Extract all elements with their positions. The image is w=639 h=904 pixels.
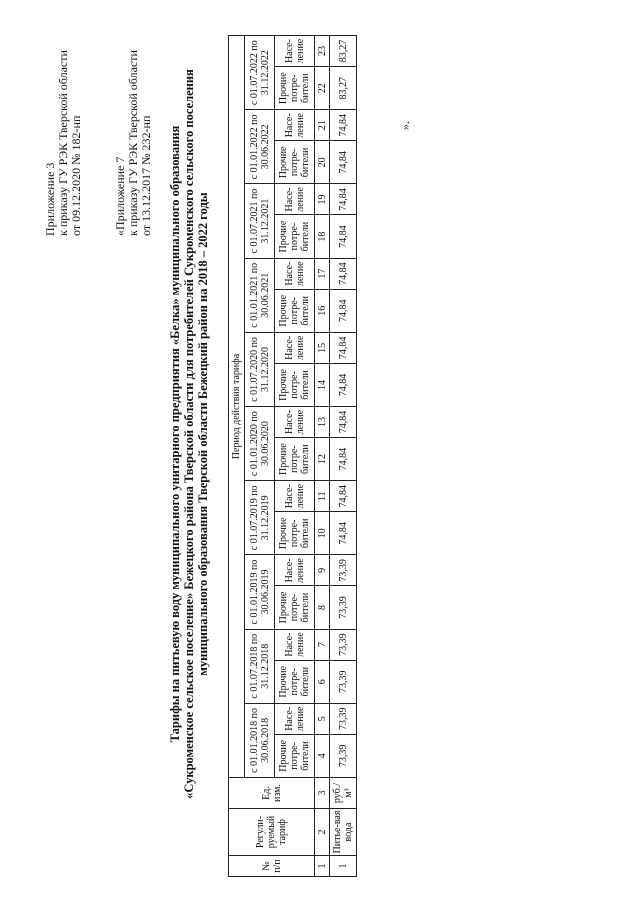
column-number: 1: [315, 856, 330, 877]
tariff-value-cell: 74,84: [330, 141, 357, 184]
header1-line2: к приказу ГУ РЭК Тверской области: [56, 50, 70, 236]
column-number: 23: [315, 36, 330, 67]
column-number: 6: [315, 660, 330, 703]
group-other-consumers: Прочие потре-бители: [275, 67, 315, 110]
tariff-value-cell: 74,84: [330, 481, 357, 512]
header2-line1: «Приложение 7: [113, 156, 127, 236]
header2-line2: к приказу ГУ РЭК Тверской области: [126, 50, 140, 236]
group-population: Насе-ление: [275, 703, 315, 734]
closing-quote: ».: [398, 121, 412, 130]
title-line-3: муниципального образования Тверской области Бежецкий район на 2018 – 2022 годы: [196, 192, 210, 676]
column-number: 8: [315, 586, 330, 629]
period-header: с 01.01.2022 по 30.06.2022: [245, 110, 275, 184]
tariff-value-cell: 74,84: [330, 289, 357, 332]
column-number: 10: [315, 512, 330, 555]
group-population: Насе-ление: [275, 110, 315, 141]
group-population: Насе-ление: [275, 36, 315, 67]
tariff-value-cell: 74,84: [330, 438, 357, 481]
period-header: с 01.07.2019 по 31.12.2019: [245, 481, 275, 555]
group-population: Насе-ление: [275, 407, 315, 438]
group-other-consumers: Прочие потре-бители: [275, 289, 315, 332]
period-label: Период действия тарифа: [229, 36, 245, 778]
col-unit-header: Ед. изм.: [229, 778, 315, 809]
column-number: 22: [315, 67, 330, 110]
col-tariff-header: Регули-руемый тариф: [229, 809, 315, 856]
tariff-value-cell: 73,39: [330, 734, 357, 777]
period-header: с 01.01.2018 по 30.06.2018: [245, 703, 275, 777]
group-population: Насе-ление: [275, 184, 315, 215]
column-number: 18: [315, 215, 330, 258]
tariff-value-cell: 74,84: [330, 363, 357, 406]
tariff-value-cell: 73,39: [330, 629, 357, 660]
title-line-1: Тарифы на питьевую воду муниципального унитарного предприятия «Белка» муниципального образования: [168, 125, 182, 743]
row-tariff: Питье-вая вода: [330, 809, 357, 856]
tariff-value-cell: 74,84: [330, 512, 357, 555]
tariff-value-cell: 73,39: [330, 660, 357, 703]
period-header: с 01.07.2020 по 31.12.2020: [245, 332, 275, 406]
tariff-value-cell: 74,84: [330, 184, 357, 215]
tariff-table: [228, 35, 357, 877]
group-population: Насе-ление: [275, 555, 315, 586]
header2-line3: от 13.12.2017 № 232-нп: [139, 115, 153, 236]
column-number: 2: [315, 809, 330, 856]
column-number: 14: [315, 363, 330, 406]
column-number: 4: [315, 734, 330, 777]
period-header: с 01.07.2022 по 31.12.2022: [245, 36, 275, 110]
tariff-value-cell: 74,84: [330, 215, 357, 258]
group-other-consumers: Прочие потре-бители: [275, 363, 315, 406]
row-no: 1: [330, 856, 357, 877]
group-population: Насе-ление: [275, 481, 315, 512]
column-number: 20: [315, 141, 330, 184]
tariff-value-cell: 74,84: [330, 332, 357, 363]
column-number: 21: [315, 110, 330, 141]
period-header: с 01.01.2020 по 30.06.2020: [245, 407, 275, 481]
col-no-header: № п/п: [229, 856, 315, 877]
appendix-7-header: [114, 50, 153, 236]
group-population: Насе-ление: [275, 629, 315, 660]
period-header-row: [245, 36, 275, 877]
column-number: 3: [315, 778, 330, 809]
column-number: 15: [315, 332, 330, 363]
column-number: 17: [315, 258, 330, 289]
column-number: 7: [315, 629, 330, 660]
group-other-consumers: Прочие потре-бители: [275, 141, 315, 184]
column-number: 9: [315, 555, 330, 586]
header1-line1: Приложение 3: [43, 162, 57, 236]
tariff-value-cell: 73,39: [330, 586, 357, 629]
column-number: 5: [315, 703, 330, 734]
tariff-value-cell: 83,27: [330, 36, 357, 67]
tariff-value-cell: 83,27: [330, 67, 357, 110]
column-number: 12: [315, 438, 330, 481]
title-line-2: «Сукроменское сельское поселение» Бежецкого района Тверской области для потребителей Сукроменского сельского поселения: [182, 69, 196, 799]
tariff-value-cell: 74,84: [330, 258, 357, 289]
group-other-consumers: Прочие потре-бители: [275, 215, 315, 258]
tariff-value-cell: 74,84: [330, 407, 357, 438]
period-header: с 01.01.2021 по 30.06.2021: [245, 258, 275, 332]
column-number: 16: [315, 289, 330, 332]
tariff-value-cell: 73,39: [330, 703, 357, 734]
row-unit: руб./м³: [330, 778, 357, 809]
group-other-consumers: Прочие потре-бители: [275, 660, 315, 703]
group-other-consumers: Прочие потре-бители: [275, 734, 315, 777]
column-number: 11: [315, 481, 330, 512]
tariff-value-cell: 74,84: [330, 110, 357, 141]
header1-line3: от 09.12.2020 № 182-нп: [69, 115, 83, 236]
column-number: 19: [315, 184, 330, 215]
group-other-consumers: Прочие потре-бители: [275, 512, 315, 555]
group-other-consumers: Прочие потре-бители: [275, 586, 315, 629]
group-population: Насе-ление: [275, 258, 315, 289]
table-row: [330, 36, 357, 877]
group-population: Насе-ление: [275, 332, 315, 363]
tariff-value-cell: 73,39: [330, 555, 357, 586]
group-other-consumers: Прочие потре-бители: [275, 438, 315, 481]
period-header: с 01.07.2021 по 31.12.2021: [245, 184, 275, 258]
period-header: с 01.01.2019 по 30.06.2019: [245, 555, 275, 629]
column-number: 13: [315, 407, 330, 438]
consumer-group-row: [275, 36, 315, 877]
column-number-row: [315, 36, 330, 877]
appendix-3-header: [44, 50, 83, 236]
period-header: с 01.07.2018 по 31.12.2018: [245, 629, 275, 703]
